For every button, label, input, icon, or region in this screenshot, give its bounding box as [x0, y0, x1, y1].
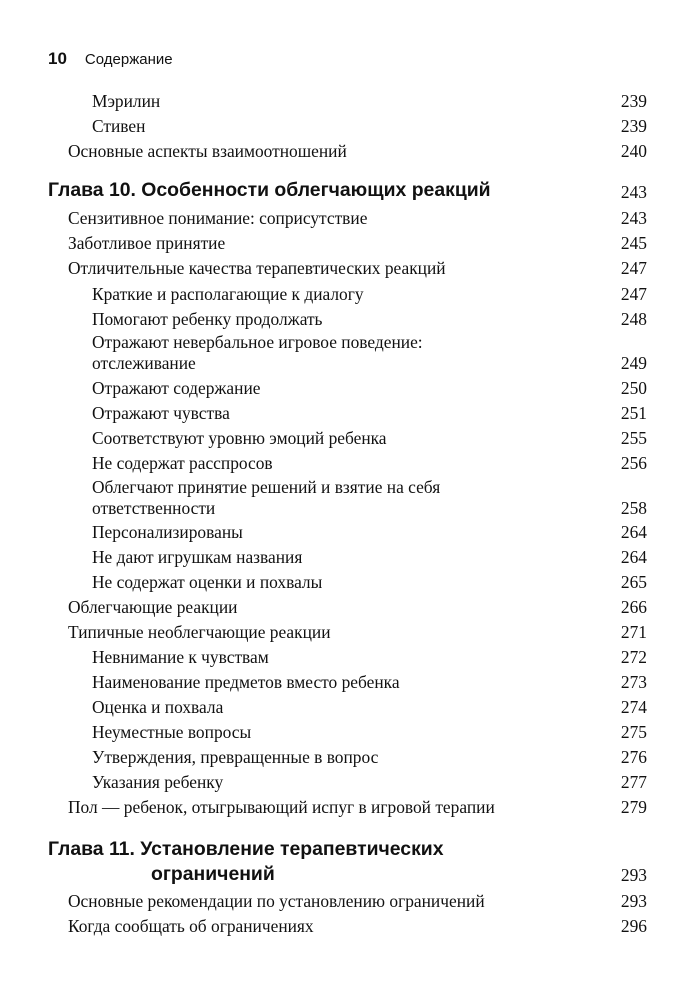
toc-page: 293 [620, 865, 647, 885]
toc-subentry-line2: ответственности [92, 498, 216, 518]
toc-page: 271 [620, 622, 647, 642]
toc-subentry-line1: Облегчают принятие решений и взятие на себя [92, 477, 441, 497]
toc-subentry: Не содержат оценки и похвалы [92, 572, 323, 592]
toc-page: 296 [620, 916, 647, 936]
header-title: Содержание [84, 51, 173, 68]
toc-page: 266 [620, 597, 647, 617]
toc-page: 264 [620, 522, 647, 542]
chapter-10-title: Глава 10. Особенности облегчающих реакций [48, 179, 491, 201]
toc-page: 293 [620, 891, 647, 911]
chapter-11-title-line1: Глава 11. Установление терапевтических [48, 838, 444, 860]
toc-page: 275 [620, 722, 647, 742]
toc-page: 276 [620, 747, 647, 767]
toc-page: 264 [620, 547, 647, 567]
toc-entry: Типичные необлегчающие реакции [68, 622, 331, 642]
toc-entry-steven: Стивен [92, 116, 146, 136]
toc-subentry: Невнимание к чувствам [92, 647, 269, 667]
toc-page: 248 [620, 309, 647, 329]
toc-entry: Основные аспекты взаимоотношений [68, 141, 347, 161]
toc-entry: Когда сообщать об ограничениях [68, 916, 314, 936]
toc-page: 250 [620, 378, 647, 398]
toc-page: 245 [620, 233, 647, 253]
toc-page: 243 [620, 182, 647, 202]
toc-subentry-line1: Отражают невербальное игровое поведение: [92, 332, 423, 352]
toc-subentry: Утверждения, превращенные в вопрос [92, 747, 379, 767]
toc-entry: Пол — ребенок, отыгрывающий испуг в игровой терапии [68, 797, 495, 817]
chapter-11-title-line2: ограничений [151, 863, 275, 885]
toc-entry: Сензитивное понимание: соприсутствие [68, 208, 368, 228]
toc-page: 247 [620, 284, 647, 304]
toc-subentry: Краткие и располагающие к диалогу [92, 284, 364, 304]
toc-subentry: Помогают ребенку продолжать [92, 309, 323, 329]
toc-subentry: Указания ребенку [92, 772, 224, 792]
toc-page: 274 [620, 697, 647, 717]
toc-page: 273 [620, 672, 647, 692]
toc-entry: Облегчающие реакции [68, 597, 238, 617]
toc-page: 255 [620, 428, 647, 448]
toc-subentry: Соответствуют уровню эмоций ребенка [92, 428, 387, 448]
toc-page: 258 [620, 498, 647, 518]
toc-entry: Основные рекомендации по установлению ограничений [68, 891, 485, 911]
toc-subentry: Наименование предметов вместо ребенка [92, 672, 400, 692]
toc-entry: Заботливое принятие [68, 233, 226, 253]
toc-page: 249 [620, 353, 647, 373]
toc-subentry: Неуместные вопросы [92, 722, 252, 742]
toc-page: 251 [620, 403, 647, 423]
toc-page: 240 [620, 141, 647, 161]
toc-subentry: Персонализированы [92, 522, 243, 542]
toc-page: 256 [620, 453, 647, 473]
header-page-number: 10 [48, 49, 67, 68]
toc-subentry: Не содержат расспросов [92, 453, 273, 473]
toc-subentry-line2: отслеживание [92, 353, 196, 373]
toc-subentry: Не дают игрушкам названия [92, 547, 303, 567]
toc-entry: Отличительные качества терапевтических реакций [68, 258, 446, 278]
running-header [48, 49, 173, 69]
toc-subentry: Отражают содержание [92, 378, 261, 398]
toc-subentry: Оценка и похвала [92, 697, 224, 717]
toc-page: 239 [620, 116, 647, 136]
toc-page: 239 [620, 91, 647, 111]
toc-page: 243 [620, 208, 647, 228]
toc-page: 265 [620, 572, 647, 592]
toc-page: 247 [620, 258, 647, 278]
toc-page: 279 [620, 797, 647, 817]
toc-page: 277 [620, 772, 647, 792]
toc-subentry: Отражают чувства [92, 403, 230, 423]
toc-page: 272 [620, 647, 647, 667]
toc-entry-marilyn: Мэрилин [92, 91, 161, 111]
